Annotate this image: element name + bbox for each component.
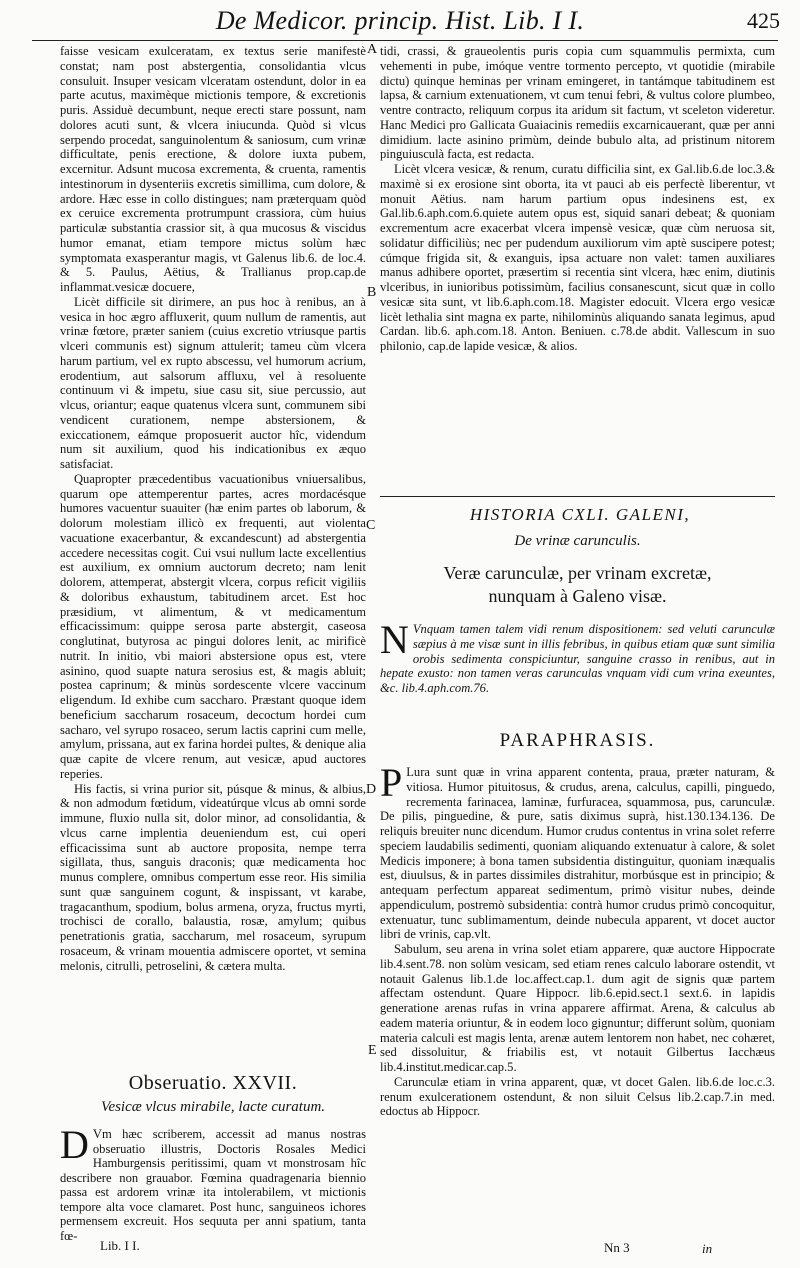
signature-mark: Lib. I I. [100,1238,140,1253]
observation-body [60,1122,366,1243]
right-paragraph-2: Licèt vlcera vesicæ, & renum, curatu difficilia sint, ex Gal.lib.6.de loc.3.& maximè si ex erosione sint oborta, ita vt pauci ab eis perfectè liberentur, vt monuit Aëtius. nam harum partium opus indesinens est, ex Gal.lib.6.aph.com.6.quiete autem opus est, siquid sanari debeat; & quoniam excrementum acre exacerbat vlcera impensè vesicæ, quæ cùm neruosa sit, solidatur difficiliùs; nec per pudendum auxiliorum vim aptè suscipere potest; cúmque frigida sit, & exanguis, ipsa actuare non valet: tamen auxiliares manus adhibere oportet, præsertim si recentia sint vlcera, hæc enim, diutinis vlceribus, in iunioribus potissimùm, facilius consanescunt, sicut quæ in collo vesicæ sita sunt, vt lib.6.aph.com.18. Magister edocuit. Vlcera ergo vesicæ licèt lethalia sint magna ex parte, nihilominùs aliquando sanata legimus, apud Cardan. lib.6. aph.com.18. Anton. Beniuen. c.78.de abdit. Vallescum in suo philonio, cap.de lapide vesicæ, & alios. [380,162,775,353]
margin-letter-e: E [368,1043,377,1058]
paraphrasis-dropcap: P [380,760,403,805]
quote-dropcap: N [380,617,409,662]
history-summary-line-1: Veræ carunculæ, per vrinam excretæ, [443,563,712,583]
header-rule [32,40,778,41]
section-rule [380,496,775,497]
right-column [380,44,775,354]
left-paragraph-2: Licèt difficile sit dirimere, an pus hoc à renibus, an à vesica in hoc ægro affluxerit, quum nullum de ramentis, aut vrinæ fœtore, præter saniem (cuius excretio vtriusque partis vlceri communis est) signum attulerit; tameu cùm vlcera harum partium, vel ex rupto abscessu, vel humorum acrium, erodentium, aut salsorum affluxu, vel à resoluente continuum vi & impetu, siue casu sit, siue percussio, aut vlcus, oriantur; eaque quatenus vlcera sunt, communem sibi vendicent curationem, nempe abstersionem, & exiccationem, eámque proposuerit auctor hîc, videndum num sit auxilium, quod his indicationibus ex æquo satisfaciat. [60,294,366,471]
catchword: in [702,1241,713,1256]
margin-letter-b: B [367,285,377,300]
history-subtitle: De vrinæ carunculis. [514,533,641,549]
observation-text: Vm hæc scriberem, accessit ad manus nostras obseruatio illustris, Doctoris Rosales Medici Hamburgensis peritissimi, quam vt monstrosam hîc describere non grauabor. Fœmina quadragenaria biennio passa est ardorem vrinæ ita intolerabilem, vt mictionis tempore alta voce clamaret. Post hunc, sanguineos ichores permensem excreuit. Hos sequuta per anni spatium, tanta fœ- [60,1127,366,1243]
margin-letter-d: D [366,782,377,797]
page-header [0,0,800,40]
paraphrasis-paragraph-2: Sabulum, seu arena in vrina solet etiam apparere, quæ auctore Hippocrate lib.4.sent.78. non solùm vesicam, sed etiam renes calculo laborare ostendit, vt notauit Galenus lib.1.de loc.affect.cap.1. dum agit de signis quæ partem affectam ostendunt. Quare Hippocr. lib.6.epid.sect.1 sext.6. in lapidis generatione arenas rufas in vrina apparere affirmat. Arena, & calculus ab eadem materia oriuntur, & in eodem loco gignuntur; differunt solùm, quoniam materia calculi est magis lenta, arenæ autem lentorem non habet, nec cohæret, sed dissoluitur, & friabilis est, vt notauit Gilbertus Iacchæus lib.4.institut.medicar.cap.5. [380,942,775,1074]
paraphrasis-body [380,760,775,1119]
margin-letter-a: A [367,42,378,57]
observation-title: Obseruatio. XXVII. [128,1072,298,1094]
history-title: HISTORIA CXLI. GALENI, [469,505,691,524]
running-head: De Medicor. princip. Hist. Lib. I I. [215,6,585,35]
history-summary-line-2: nunquam à Galeno visæ. [488,586,667,606]
left-column [60,44,366,973]
left-paragraph-1: faisse vesicam exulceratam, ex textus serie manifestè constat; nam post abstergentia, consolidantia vlcus consuluit. Insuper vesicam vlceratam ostendunt, dolor in ea parte acutus, maximèque mictionis tempore, & excretionis puris. Assiduè decumbunt, neque erecti stare possunt, nam dolores acuti sunt, & vlcera iniucunda. Quòd si vlcus serpendo procedat, sanguinolentum & saniosum, cum vrinæ difficultate, penis erectione, & dolore iuxta pubem, excernitur. Adsunt mucosa excrementa, & cruenta, ramentis intestinorum in dysenteriis excretis simillima, cum dolore, & ardore. Hæc esse in collo distingues; nam præterquam quòd ex ceruice excrementa protrumpunt crassiora, cùm huius particulæ substantia crassior sit, à qua mucosus & viscidus humor emanat, etiam tempore mictus solùm hæc symptomata exasperantur magis, vt Galenus lib.6. de loc.4. & 5. Paulus, Aëtius, & Trallianus prop.cap.de inflammat.vesicæ docuere, [60,44,366,294]
right-paragraph-1: tidi, crassi, & graueolentis puris copia cum squammulis permixta, cum vehementi in pube, imóque ventre tormento percepto, vt quotidie (mirabile dictu) quinque heminas per vrinam emingeret, in tantámque tabitudinem est lapsa, & carnium extenuationem, vt cum tenui febri, & vultus colore plumbeo, ventre contracto, reliquum corpus ita aridum sit factum, vt sceleton videretur. Hanc Medici pro Gallicata Guaiacinis remediis excarnicauerant, quæ per anni dimidium. lacte asinino primùm, deinde bubulo alta, ad pristinum nitorem pinguiusculà facta, est redacta. [380,44,775,162]
observation-dropcap: D [60,1122,89,1167]
galen-quote [380,617,775,696]
page-number: 425 [747,8,780,33]
history-summary [380,562,775,608]
sheet-mark: Nn 3 [604,1240,630,1255]
paraphrasis-title: PARAPHRASIS. [499,730,656,751]
margin-letter-c: C [366,518,376,533]
observation-subtitle: Vesicæ vlcus mirabile, lacte curatum. [100,1099,326,1115]
left-paragraph-3: Quapropter præcedentibus vacuationibus vniuersalibus, quarum ope attemperentur partes, acres mordacésque humores vacuentur suauiter (hæ enim partes ob laborum, & dolorum molestiam illicò ex frequenti, aut violenta vacuatione exacerbantur, & excandescunt) ad abstergentia accedere necessitas cogit. Cui vsui nullum lacte excellentius est auxilium, ex omnium auctorum decreto; nam lenit dolorem, attemperat, abstergit vlcera, corpus reficit vigiliis & doloribus exhaustum, tabitudinem arcet. Est hoc præsidium, vt alimentum, & vt medicamentum efficacissimum: quippe serosa parte abstergit, caseosa conglutinat, butyrosa ac pingui dolores lenit, ac mirificè nutrit. In initio, vbi maiori abstersione opus est, vtere asinino, quod suapte natura serosius est, & magis abluit; postea caprinum; & minùs sordescente vlcere vaccinum eligendum. Id exhibe cum saccharo. Præstant quoque idem beneficium saccharum rosaceum, decoctum hordei cum sacharo, vel syrupo rosaceo, serum lactis caprini cum melle, amylum, prissana, aut ex farina hordei pultes, & denique alia quæ capite de vlcere renum, aut vesicæ, apud auctores reperies. [60,471,366,781]
quote-text: Vnquam tamen talem vidi renum dispositionem: sed veluti carunculæ sæpius à me visæ sunt in illis febribus, in quibus etiam quæ sunt similia orobis sedimenta conspiciuntur, sanguine crasso in renibus, aut in hepate exusto: non tamen veras carunculas vnquam vidi cum vrina exeuntes, &c. lib.4.aph.com.76. [380,622,775,695]
paraphrasis-paragraph-1: Lura sunt quæ in vrina apparent contenta, praua, præter naturam, & vitiosa. Humor pituitosus, & crudus, arena, calculus, capilli, pinguedo, recrementa farinacea, laminæ, furfuracea, squammosa, pus, carunculæ. De pilis, pinguedine, & pure, satis diximus suprà, hist.130.134.136. De reliquis breuiter nunc dicendum. Humor crudus contentus in vrina solet referre speciem laudabilis sedimenti, quoniam aliquando extenuatur à calore, & solet Medicis imponere; à bona tamen subsidentia distinguitur, quoniam inæqualis est, diuulsus, & in partes dissimiles distrahitur, morbúsque est in principio; & antequam perfectum appareat sedimentum, primò visitur nubes, deinde appendiculum, postremò subsidentia: contrà humor crudus primò concoquitur, extenuatur, tunc sublimamentum, deinde nubecula apparent, vt docet auctor libri de vrinis, cap.vlt. [380,765,775,942]
left-paragraph-4: His factis, si vrina purior sit, púsque & minus, & albius, & non admodum fœtidum, videatúrque vlcus ab omni sorde immune, fluxio nulla sit, dolor minor, ad consolidantia, & vlcus carne implentia deueniendum est, cui operi efficacissima sunt ab auctore proposita, nempe terra sigillata, thus, sanguis draconis; quæ medicamenta hoc munus complere, omnibus compertum esse reor. His similia sunt quæ sanguinem cogunt, & inspissant, vt karabe, tragacanthum, spodium, bolus armena, oryza, fructus myrti, trochisci de corallo, balaustia, rosæ, amylum; quibus penetrationis gratia, saccharum, mel rosaceum, syrupum rosaceum, & vrinam mouentia admiscere oportet, vt semina melonis, citrulli, petroselini, & cætera multa. [60,781,366,973]
paraphrasis-paragraph-3: Carunculæ etiam in vrina apparent, quæ, vt docet Galen. lib.6.de loc.c.3. renum exulcerationem ostendunt, & non siluit Celsus lib.2.cap.7.in med. edoctus ab Hippocr. [380,1074,775,1119]
